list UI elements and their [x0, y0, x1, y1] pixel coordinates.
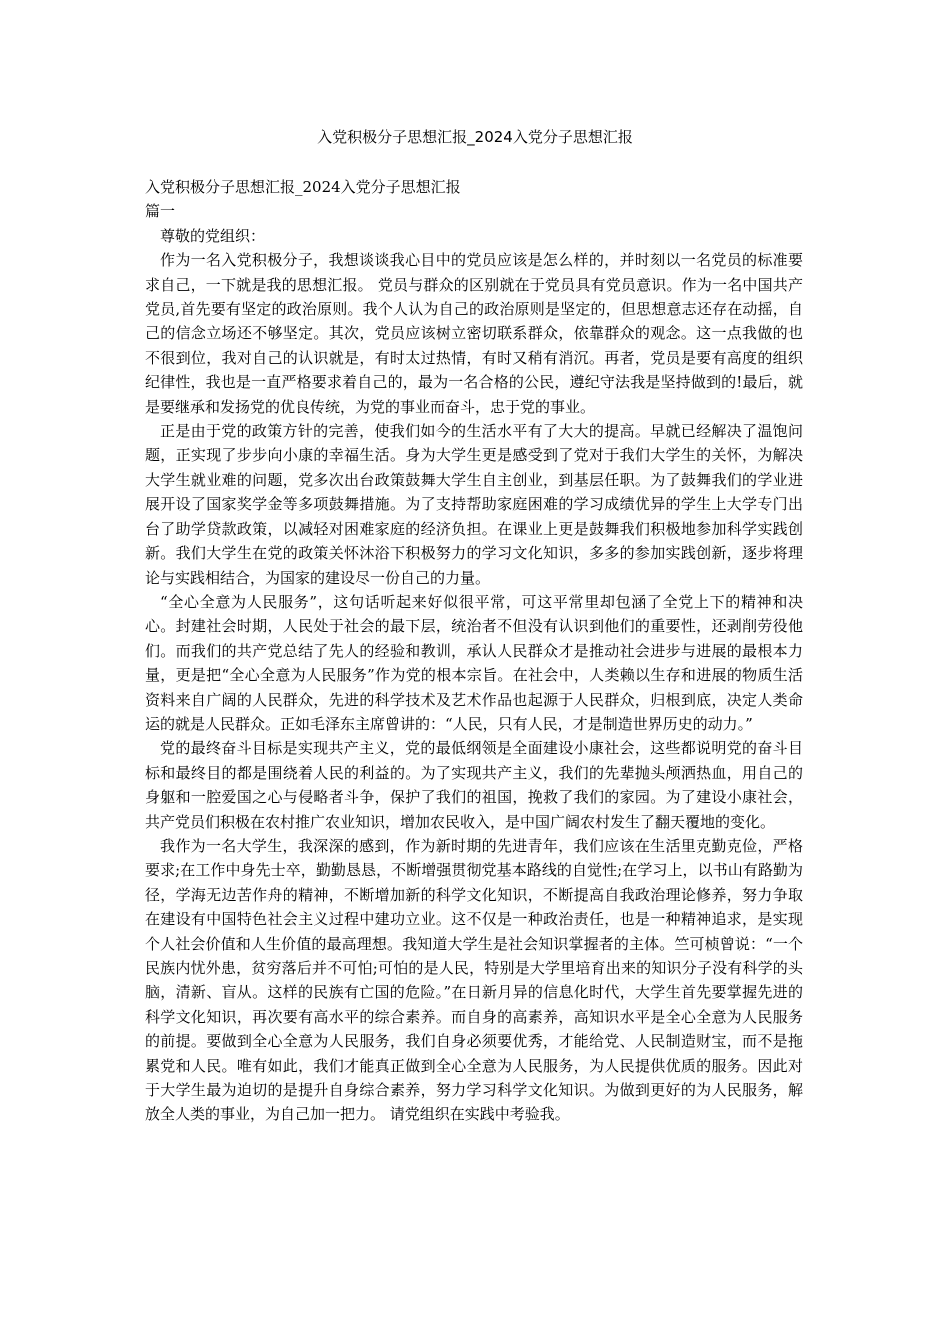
- paragraph: 党的最终奋斗目标是实现共产主义，党的最低纲领是全面建设小康社会，这些都说明党的奋斗目标和最终目的都是围绕着人民的利益的。为了实现共产主义，我们的先辈抛头颅洒热血，用自己的身躯和一腔爱国之心与侵略者斗争，保护了我们的祖国，挽救了我们的家园。为了建设小康社会，共产党员们积极在农村推广农业知识，增加农民收入，是中国广阔农村发生了翻天覆地的变化。: [145, 739, 803, 831]
- document-body: [145, 175, 803, 1127]
- paragraph: “全心全意为人民服务”，这句话听起来好似很平常，可这平常里却包涵了全党上下的精神和决心。封建社会时期，人民处于社会的最下层，统治者不但没有认识到他们的重要性，还剥削劳役他们。而我们的共产党总结了先人的经验和教训，承认人民群众才是推动社会进步与进展的最根本力量，更是把“全心全意为人民服务”作为党的根本宗旨。在社会中，人类赖以生存和进展的物质生活资料来自广阔的人民群众，先进的科学技术及艺术作品也起源于人民群众，归根到底，决定人类命运的就是人民群众。正如毛泽东主席曾讲的：“人民，只有人民，才是制造世界历史的动力。”: [145, 592, 803, 733]
- document-title: 入党积极分子思想汇报_2024入党分子思想汇报: [317, 128, 633, 146]
- salutation: 尊敬的党组织：: [160, 226, 266, 245]
- paragraph: 我作为一名大学生，我深深的感到，作为新时期的先进青年，我们应该在生活里克勤克俭，严格要求;在工作中身先士卒，勤勤恳恳，不断增强贯彻党基本路线的自觉性;在学习上，以书山有路勤为径，学海无边苦作舟的精神，不断增加新的科学文化知识，不断提高自我政治理论修养，努力争取在建设有中国特色社会主义过程中建功立业。这不仅是一种政治责任，也是一种精神追求，是实现个人社会价值和人生价值的最高理想。我知道大学生是社会知识掌握者的主体。竺可桢曾说：“一个民族内忧外患，贫穷落后并不可怕;可怕的是人民，特别是大学里培育出来的知识分子没有科学的头脑，清新、盲从。这样的民族有亡国的危险。”在日新月异的信息化时代，大学生首先要掌握先进的科学文化知识，再次要有高水平的综合素养。而自身的高素养，高知识水平是全心全意为人民服务的前提。要做到全心全意为人民服务，我们自身必须要优秀，才能给党、人民制造财宝，而不是拖累党和人民。唯有如此，我们才能真正做到全心全意为人民服务，为人民提供优质的服务。因此对于大学生最为迫切的是提升自身综合素养，努力学习科学文化知识。为做到更好的为人民服务，解放全人类的事业，为自己加一把力。 请党组织在实践中考验我。: [145, 836, 803, 1124]
- section-label: 篇一: [145, 202, 176, 221]
- document-subtitle: 入党积极分子思想汇报_2024入党分子思想汇报: [145, 178, 461, 196]
- paragraph: 作为一名入党积极分子，我想谈谈我心目中的党员应该是怎么样的，并时刻以一名党员的标准要求自己，一下就是我的思想汇报。 党员与群众的区别就在于党员具有党员意识。作为一名中国共产党员,首先要有坚定的政治原则。我个人认为自己的政治原则是坚定的，但思想意志还存在动摇，自己的信念立场还不够坚定。其次，党员应该树立密切联系群众，依靠群众的观念。这一点我做的也不很到位，我对自己的认识就是，有时太过热情，有时又稍有消沉。再者，党员是要有高度的组织纪律性，我也是一直严格要求着自己的，最为一名合格的公民，遵纪守法我是坚持做到的!最后，就是要继承和发扬党的优良传统，为党的事业而奋斗，忠于党的事业。: [145, 251, 803, 416]
- paragraph: 正是由于党的政策方针的完善，使我们如今的生活水平有了大大的提高。早就已经解决了温饱问题，正实现了步步向小康的幸福生活。身为大学生更是感受到了党对于我们大学生的关怀，为解决大学生就业难的问题，党多次出台政策鼓舞大学生自主创业，到基层任职。为了鼓舞我们的学业进展开设了国家奖学金等多项鼓舞措施。为了支持帮助家庭困难的学习成绩优异的学生上大学专门出台了助学贷款政策，以减轻对困难家庭的经济负担。在课业上更是鼓舞我们积极地参加科学实践创新。我们大学生在党的政策关怀沐浴下积极努力的学习文化知识，多多的参加实践创新，逐步将理论与实践相结合，为国家的建设尽一份自己的力量。: [145, 422, 803, 587]
